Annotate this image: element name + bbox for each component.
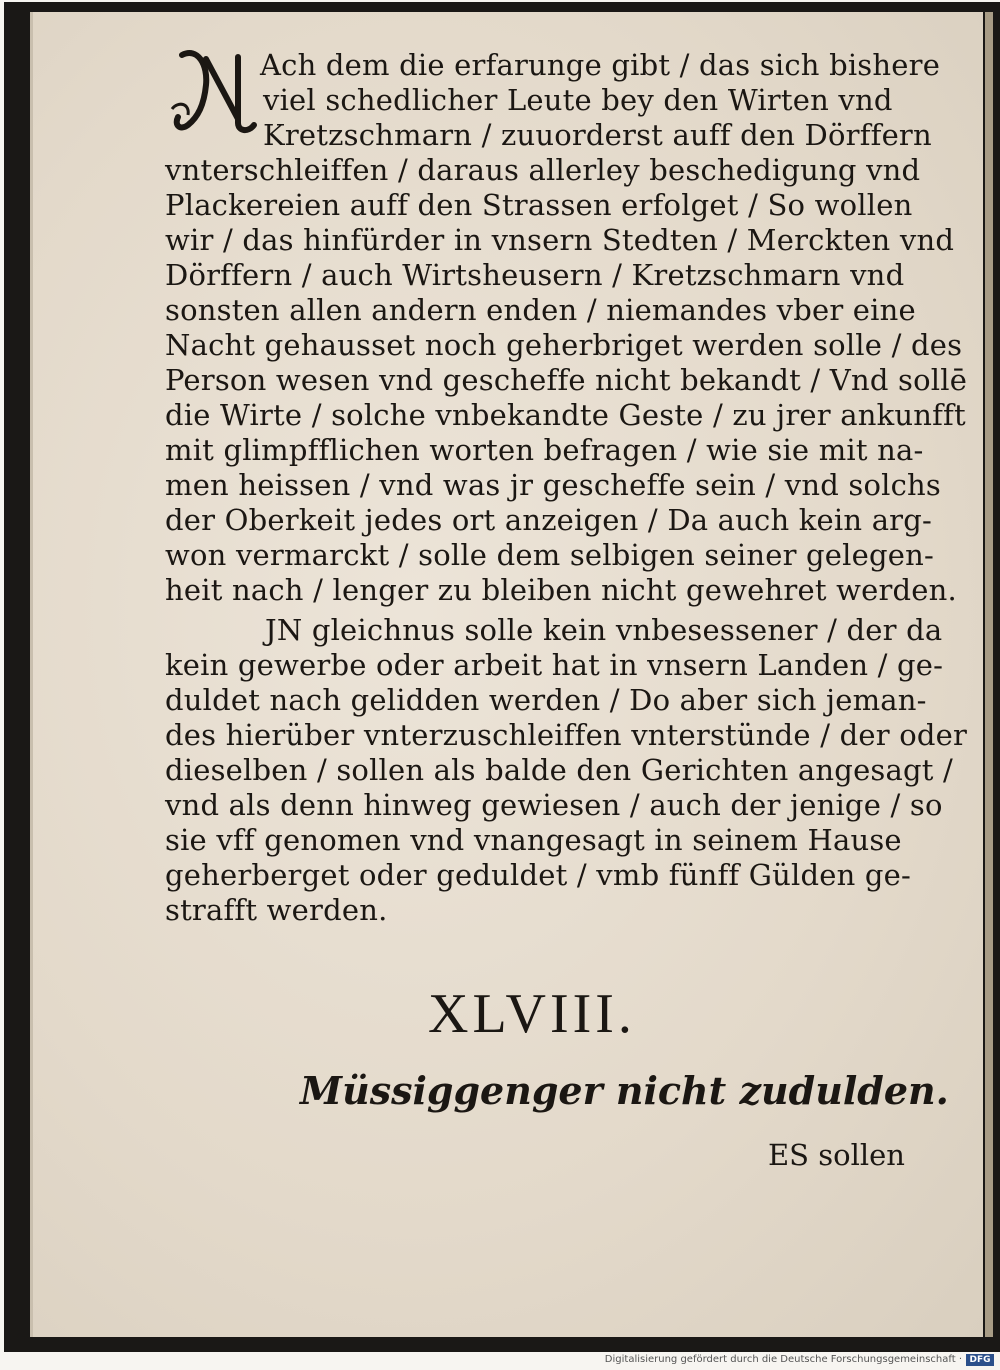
text-line: dieselben / sollen als balde den Gerichten angesagt / (165, 753, 954, 787)
dfg-logo: DFG (966, 1354, 994, 1366)
text-line: viel schedlicher Leute bey den Wirten vnd (263, 83, 893, 117)
text-line: won vermarckt / solle dem selbigen seiner gelegen- (165, 538, 935, 572)
text-line: sonsten allen andern enden / niemandes vber eine (165, 293, 916, 327)
section-number: XLVIII. (428, 983, 636, 1045)
text-line: mit glimpfflichen worten befragen / wie sie mit na- (165, 433, 924, 467)
text-line: Nacht gehausset noch geherbriget werden solle / des (165, 328, 963, 362)
text-line: strafft werden. (165, 893, 388, 927)
text-line: JN gleichnus solle kein vnbesessener / der da (265, 613, 943, 647)
text-line: der Oberkeit jedes ort anzeigen / Da auch kein arg- (165, 503, 933, 537)
text-line: sie vff genomen vnd vnangesagt in seinem Hause (165, 823, 902, 857)
text-line: Plackereien auff den Strassen erfolget / So wollen (165, 188, 913, 222)
decorative-initial-n (168, 45, 260, 137)
text-line: heit nach / lenger zu bleiben nicht gewehret werden. (165, 573, 957, 607)
text-line: die Wirte / solche vnbekandte Geste / zu jrer ankunfft (165, 398, 966, 432)
text-line: kein gewerbe oder arbeit hat in vnsern Landen / ge- (165, 648, 944, 682)
text-line: des hierüber vnterzuschleiffen vnterstünde / der oder (165, 718, 968, 752)
text-line: Person wesen vnd gescheffe nicht bekandt / Vnd sollē (165, 363, 968, 397)
text-line: men heissen / vnd was jr gescheffe sein / vnd solchs (165, 468, 942, 502)
page-edge (985, 12, 993, 1337)
text-line: wir / das hinfürder in vnsern Stedten / Merckten vnd (165, 223, 955, 257)
text-line: geherberget oder geduldet / vmb fünff Gülden ge- (165, 858, 912, 892)
text-line: vnd als denn hinweg gewiesen / auch der jenige / so (165, 788, 943, 822)
section-title: Müssiggenger nicht zudulden. (300, 1068, 949, 1113)
text-line: Kretzschmarn / zuuorderst auff den Dörffern (263, 118, 932, 152)
catchword: ES sollen (768, 1138, 905, 1172)
text-line: duldet nach gelidden werden / Do aber sich jeman- (165, 683, 927, 717)
text-line: vnterschleiffen / daraus allerley beschedigung vnd (165, 153, 921, 187)
text-line: Ach dem die erfarunge gibt / das sich bishere (260, 48, 941, 82)
footer-credit: Digitalisierung gefördert durch die Deutsche Forschungsgemeinschaft · (604, 1354, 962, 1365)
text-line: Dörffern / auch Wirtsheusern / Kretzschmarn vnd (165, 258, 905, 292)
